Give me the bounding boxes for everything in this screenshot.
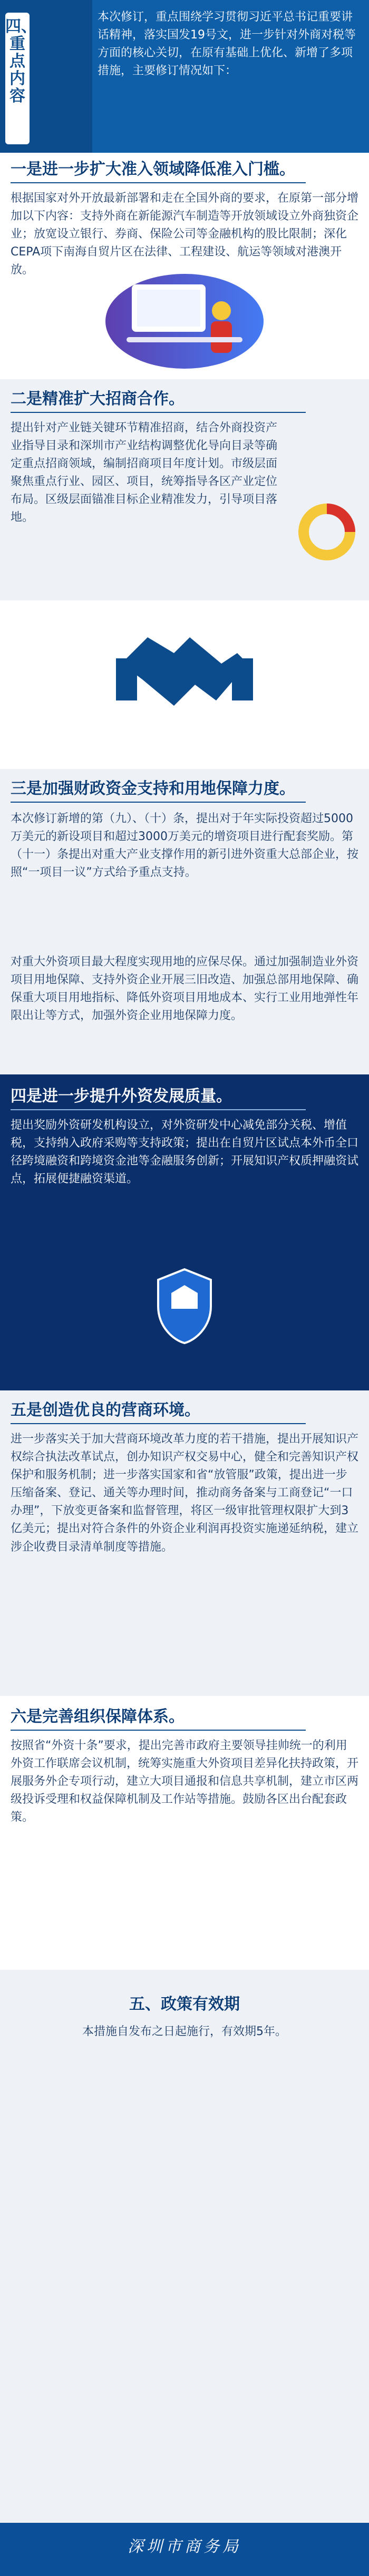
handshake-block	[0, 600, 369, 769]
effective-text: 本措施自发布之日起施行，有效期5年。	[82, 2025, 287, 2038]
handshake-illustration	[111, 616, 258, 743]
section-4-title: 四是进一步提升外资发展质量。	[11, 1087, 232, 1106]
section-6-title: 六是完善组织保障体系。	[11, 1708, 184, 1726]
section-2	[0, 379, 369, 600]
donut-illustration	[295, 500, 358, 564]
section-1-illustration	[95, 248, 274, 374]
section-1	[0, 153, 369, 379]
section-4	[0, 1074, 369, 1390]
section-3	[0, 769, 369, 1074]
section-3-text-1: 本次修订新增的第（九）、（十）条，提出对于年实际投资超过5000万美元的新设项目和超过3000万美元的增资项目进行配套奖励。第（十一）条提出对重大产业支撑作用的新引进外资重大总部企业，按照“一项目一议”方式给予重点支持。	[11, 812, 359, 880]
section-6	[0, 1696, 369, 1970]
section-6-text: 按照省“外资十条”要求，提出完善市政府主要领导挂帅统一的利用外资工作联席会议机制，统筹实施重大外资项目差异化扶持政策，开展服务外企专项行动，建立大项目通报和信息共享机制，建立市区两级投诉受理和权益保障机制及工作站等措施。鼓励各区出台配套政策。	[11, 1739, 359, 1824]
section-5-rule	[11, 1423, 306, 1424]
donut-chart-icon	[295, 500, 358, 564]
effective-section	[0, 1970, 369, 2523]
section-1-text: 根据国家对外开放最新部署和走在全国外商的要求，在原第一部分增加以下内容：支持外商在新能源汽车制造等开放领域设立外商独资企业；放宽设立银行、券商、保险公司等金融机构的股比限制；深化CEPA项下南海自贸片区在法律、工程建设、航运等领域对港澳开放。	[11, 192, 359, 277]
section-2-text: 提出针对产业链关键环节精准招商，结合外商投资产业指导目录和深圳市产业结构调整优化导向目录等确定重点招商领域，编制招商项目年度计划。市级层面聚焦重点行业、园区、项目，统筹指导各区产业定位布局。区级层面锚准目标企业精准发力，引导项目落地。	[11, 421, 278, 525]
handshake-icon	[111, 616, 258, 743]
section-5-text: 进一步落实关于加大营商环境改革力度的若干措施，提出开展知识产权综合执法改革试点，创办知识产权交易中心，健全和完善知识产权保护和服务机制；进一步落实国家和省“放管服”政策，提出进一步压缩备案、登记、通关等办理时间，推动商务备案与工商登记“一口办理”，下放变更备案和监督管理，将区一级审批管理权限扩大到3亿美元；提出对符合条件的外资企业利润再投资实施递延纳税，建立涉企收费目录清单制度等措施。	[11, 1433, 359, 1554]
section-2-rule	[11, 412, 306, 413]
section-4-text: 提出奖励外资研发机构设立，对外资研发中心减免部分关税、增值税，支持纳入政府采购等支持政策；提出在自贸片区试点本外币全口径跨境融资和跨境资金池等金融服务创新；开展知识产权质押融资试点，拓展便捷融资渠道。	[11, 1119, 359, 1186]
section-1-title: 一是进一步扩大准入领域降低准入门槛。	[11, 160, 295, 179]
header-section	[0, 0, 369, 153]
section-2-title: 二是精准扩大招商合作。	[11, 390, 184, 408]
section-5-title: 五是创造优良的营商环境。	[11, 1401, 200, 1419]
intro-text: 本次修订，重点围绕学习贯彻习近平总书记重要讲话精神，落实国发19号文，进一步针对外商对税等方面的核心关切，在原有基础上优化、新增了多项措施，主要修订情况如下：	[98, 11, 356, 78]
section-1-rule	[11, 182, 306, 183]
footer	[0, 2523, 369, 2576]
section-3-rule	[11, 802, 306, 803]
footer-brand: 深圳市商务局	[128, 2538, 241, 2556]
section-6-rule	[11, 1730, 306, 1731]
section-badge-label: 四、重点内容	[5, 17, 37, 105]
section-badge	[5, 13, 37, 144]
section-4-rule	[11, 1109, 306, 1110]
shield-icon	[153, 1264, 216, 1348]
section-5	[0, 1390, 369, 1696]
effective-title: 五、政策有效期	[129, 1995, 240, 2014]
desk-illustration	[95, 248, 274, 374]
section-3-title: 三是加强财政资金支持和用地保障力度。	[11, 779, 295, 798]
section-3-text-2: 对重大外资项目最大程度实现用地的应保尽保。通过加强制造业外资项目用地保障、支持外资企业开展三旧改造、加强总部用地保障、确保重大项目用地指标、降低外资项目用地成本、实行工业用地弹性年限出让等方式，加强外资企业用地保障力度。	[11, 955, 359, 1023]
shield-illustration	[153, 1264, 216, 1348]
